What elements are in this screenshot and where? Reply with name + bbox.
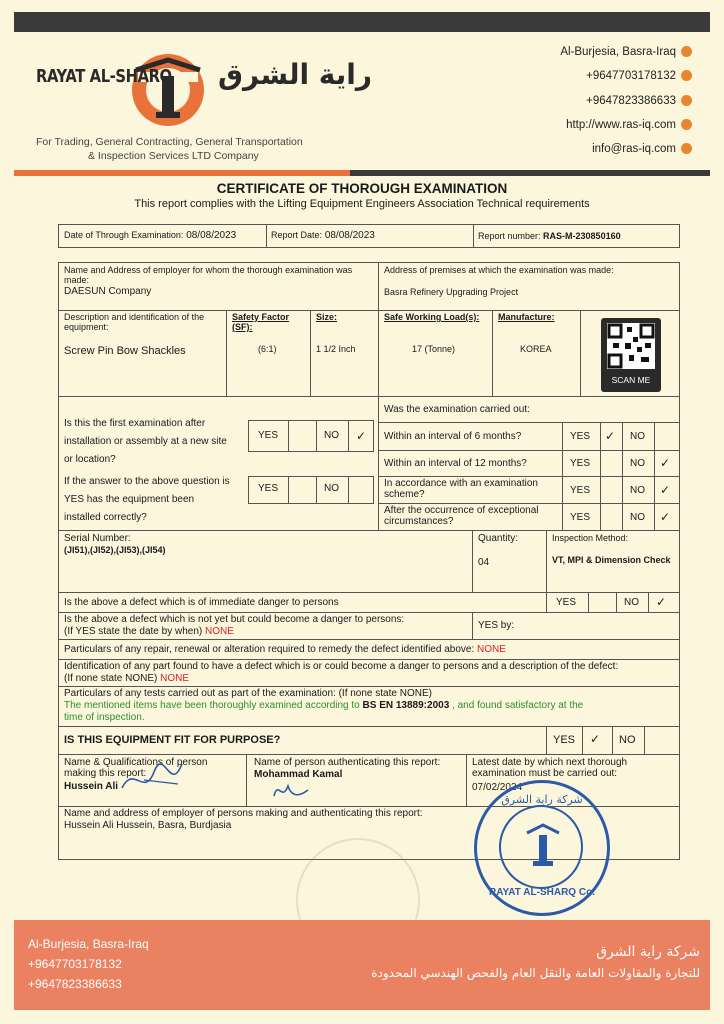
divider — [546, 530, 547, 592]
divider — [378, 262, 379, 310]
phone-icon — [681, 70, 692, 81]
divider — [58, 726, 679, 727]
stamp-text-ar: شركة راية الشرق — [501, 793, 583, 806]
contact-website — [566, 119, 692, 131]
divider — [58, 396, 679, 397]
exam-date-label: Date of Through Examination: — [64, 230, 184, 240]
tests-result-text: The mentioned items have been thoroughly examined according to — [64, 700, 360, 711]
divider — [378, 396, 379, 530]
contact-address-text: Al-Burjesia, Basra-Iraq — [560, 46, 676, 58]
footer-phone-1: +9647703178132 — [28, 957, 122, 971]
divider — [472, 612, 473, 639]
defect-immediate-no: NO — [624, 597, 639, 608]
installed-yes: YES — [258, 483, 279, 494]
report-date — [271, 230, 375, 241]
footer-address: Al-Burjesia, Basra-Iraq — [28, 937, 149, 951]
divider — [616, 592, 617, 612]
divider — [266, 224, 267, 247]
divider — [612, 726, 613, 754]
premises-label: Address of premises at which the examination was made: — [384, 265, 614, 275]
serial-label: Serial Number: — [64, 533, 131, 544]
defect-part-label: Identification of any part found to have a defect which is or could become a danger to persons and a description of the defect: — [64, 661, 619, 672]
divider — [378, 422, 679, 423]
company-stamp — [474, 780, 610, 916]
first-exam-q1c: or location? — [64, 454, 116, 465]
first-exam-no: NO — [324, 430, 339, 441]
employer-address-value: Hussein Ali Hussein, Basra, Burdjasia — [64, 820, 232, 831]
manufacture-value: KOREA — [520, 344, 552, 354]
divider — [588, 592, 589, 612]
defect-potential-note — [64, 626, 234, 637]
fit-for-purpose-label: IS THIS EQUIPMENT FIT FOR PURPOSE? — [64, 734, 281, 746]
premises-value: Basra Refinery Upgrading Project — [384, 287, 519, 297]
check-icon: ✓ — [605, 429, 616, 443]
qr-code[interactable] — [601, 318, 661, 392]
interval-exceptional: After the occurrence of exceptional circumstances? — [384, 505, 539, 527]
interval-12-months: Within an interval of 12 months? — [384, 458, 527, 469]
defect-part-value: NONE — [160, 673, 190, 684]
top-bar — [14, 12, 710, 32]
divider — [378, 476, 679, 477]
tests-label: Particulars of any tests carried out as part of the examination: (If none state NONE) — [64, 688, 432, 699]
brand-name-en: RAYAT AL-SHARQ — [36, 66, 172, 87]
check-icon: ✓ — [660, 510, 671, 524]
divider — [492, 310, 493, 396]
tests-result-text-2: , and found satisfactory at the — [452, 700, 584, 711]
divider — [58, 592, 679, 593]
first-exam-q1b: installation or assembly at a new site — [64, 436, 227, 447]
tagline-1: For Trading, General Contracting, General Transportation — [36, 136, 303, 148]
divider — [466, 754, 467, 806]
divider — [316, 420, 317, 451]
yes-by-label: YES by: — [478, 620, 515, 631]
divider — [310, 310, 311, 396]
globe-icon — [681, 119, 692, 130]
first-exam-q2b: YES has the equipment been — [64, 494, 195, 505]
divider — [246, 754, 247, 806]
authenticator-name: Mohammad Kamal — [254, 769, 343, 780]
report-number-label: Report number: — [478, 231, 541, 241]
defect-potential-label: Is the above a defect which is not yet but could become a danger to persons: — [64, 614, 405, 625]
location-pin-icon — [681, 46, 692, 57]
divider — [378, 450, 679, 451]
interval-scheme: In accordance with an examination scheme? — [384, 478, 538, 500]
swl-value: 17 (Tonne) — [412, 344, 456, 354]
first-exam-q2a: If the answer to the above question is — [64, 476, 230, 487]
check-icon: ✓ — [356, 429, 367, 443]
authenticator-label: Name of person authenticating this report: — [254, 757, 441, 768]
interval-6-months: Within an interval of 6 months? — [384, 431, 522, 442]
footer-phone-2: +9647823386633 — [28, 977, 122, 991]
quantity-value: 04 — [478, 557, 490, 568]
examiner-label: Name & Qualifications of person making this report: — [64, 757, 208, 779]
employer-value: DAESUN Company — [64, 286, 152, 297]
divider — [288, 420, 289, 451]
defect-immediate-yes: YES — [556, 597, 577, 608]
divider — [582, 726, 583, 754]
tests-result — [64, 700, 583, 711]
divider — [58, 686, 679, 687]
interval-exceptional-no: NO — [630, 512, 645, 523]
qr-icon — [607, 323, 655, 369]
divider — [58, 639, 679, 640]
check-icon: ✓ — [660, 456, 671, 470]
phone-icon — [681, 95, 692, 106]
divider — [348, 476, 349, 503]
divider — [58, 659, 679, 660]
divider — [580, 310, 581, 396]
examiner-signature — [118, 758, 188, 802]
divider — [546, 592, 547, 612]
size-label: Size: — [316, 312, 338, 322]
divider — [316, 476, 317, 503]
stamp-text-en: RAYAT AL-SHARQ Co. — [489, 887, 595, 898]
divider — [58, 612, 679, 613]
exam-date-value: 08/08/2023 — [186, 230, 237, 241]
contact-address — [560, 46, 692, 58]
defect-potential-value: NONE — [205, 626, 234, 637]
contact-email — [592, 143, 692, 155]
oil-rig-icon — [521, 823, 563, 871]
authenticator-signature — [270, 776, 330, 804]
first-exam-q1a: Is this the first examination after — [64, 418, 206, 429]
fit-no: NO — [619, 734, 636, 746]
safety-factor-value: (6:1) — [258, 344, 277, 354]
safety-factor-label: Safety Factor (SF): — [232, 312, 290, 332]
repair-particulars-value: NONE — [477, 644, 506, 655]
divider — [378, 310, 379, 396]
report-date-label: Report Date: — [271, 230, 323, 240]
method-label: Inspection Method: — [552, 533, 629, 543]
contact-website-text: http://www.ras-iq.com — [566, 119, 676, 131]
exam-date — [64, 230, 236, 241]
contact-email-text: info@ras-iq.com — [592, 143, 676, 155]
interval-6-no: NO — [630, 431, 645, 442]
repair-particulars-label: Particulars of any repair, renewal or alteration required to remedy the defect identified above: — [64, 644, 475, 655]
contact-phone-1 — [586, 70, 692, 82]
divider — [546, 726, 547, 754]
first-exam-yes: YES — [258, 430, 279, 441]
brand-name-ar: راية الشرق — [218, 58, 373, 91]
serial-value: (JI51),(JI52),(JI53),(JI54) — [64, 545, 166, 555]
divider — [226, 310, 227, 396]
tests-result-text-3: time of inspection. — [64, 712, 145, 723]
contact-phone-1-text: +9647703178132 — [586, 70, 676, 82]
repair-particulars — [64, 644, 506, 655]
divider — [58, 754, 679, 755]
quantity-label: Quantity: — [478, 533, 519, 544]
contact-phone-2-text: +9647823386633 — [586, 95, 676, 107]
first-exam-q2c: installed correctly? — [64, 512, 147, 523]
interval-exceptional-yes: YES — [570, 512, 591, 523]
manufacture-label: Manufacture: — [498, 312, 555, 322]
fit-yes: YES — [553, 734, 576, 746]
divider — [472, 530, 473, 592]
divider — [648, 592, 649, 612]
employer-label: Name and Address of employer for whom the thorough examination was made: — [64, 265, 353, 285]
next-exam-label: Latest date by which next thorough examination must be carried out: — [472, 757, 628, 779]
divider — [348, 420, 349, 451]
footer-company-ar: شركة راية الشرق — [596, 944, 700, 960]
scan-me-label: SCAN ME — [611, 375, 651, 385]
installed-no: NO — [324, 483, 339, 494]
divider — [58, 530, 679, 531]
tests-standard: BS EN 13889:2003 — [362, 700, 450, 711]
examiner-name: Hussein Ali — [64, 781, 119, 792]
size-value: 1 1/2 Inch — [316, 344, 356, 354]
check-icon: ✓ — [660, 483, 671, 497]
interval-6-yes: YES — [570, 431, 591, 442]
defect-potential-note-text: (If YES state the date by when) — [64, 626, 203, 637]
description-label: Description and identification of the equipment: — [64, 312, 205, 332]
report-number — [478, 231, 621, 241]
divider-orange — [14, 170, 350, 176]
certificate-title: CERTIFICATE OF THOROUGH EXAMINATION — [216, 181, 508, 196]
mail-icon — [681, 143, 692, 154]
check-icon: ✓ — [590, 732, 601, 746]
tagline-2: & Inspection Services LTD Company — [88, 150, 259, 162]
interval-heading: Was the examination carried out: — [384, 404, 530, 415]
interval-scheme-no: NO — [630, 485, 645, 496]
swl-label: Safe Working Load(s): — [384, 312, 480, 322]
divider — [644, 726, 645, 754]
method-value: VT, MPI & Dimension Check — [552, 555, 671, 565]
defect-immediate-label: Is the above a defect which is of immediate danger to persons — [64, 597, 339, 608]
defect-part-note-text: (If none state NONE) — [64, 673, 158, 684]
interval-12-yes: YES — [570, 458, 591, 469]
divider — [58, 310, 679, 311]
next-exam-date: 07/02/2024 — [472, 782, 523, 793]
description-value: Screw Pin Bow Shackles — [64, 345, 186, 357]
employer-address-label: Name and address of employer of persons making and authenticating this report: — [64, 808, 423, 819]
footer-tagline-ar: للتجارة والمقاولات العامة والنقل العام والفحص الهندسي المحدودة — [371, 966, 700, 980]
defect-part-note — [64, 673, 189, 684]
interval-12-no: NO — [630, 458, 645, 469]
contact-phone-2 — [586, 95, 692, 107]
certificate-subtitle: This report complies with the Lifting Equipment Engineers Association Technical requirements — [134, 198, 590, 210]
report-number-value: RAS-M-230850160 — [543, 231, 621, 241]
report-date-value: 08/08/2023 — [324, 230, 375, 241]
divider — [288, 476, 289, 503]
qr-code-pattern — [607, 323, 655, 369]
divider — [473, 224, 474, 247]
divider — [378, 503, 679, 504]
check-icon: ✓ — [656, 595, 667, 609]
divider-dark — [350, 170, 710, 176]
interval-scheme-yes: YES — [570, 485, 591, 496]
